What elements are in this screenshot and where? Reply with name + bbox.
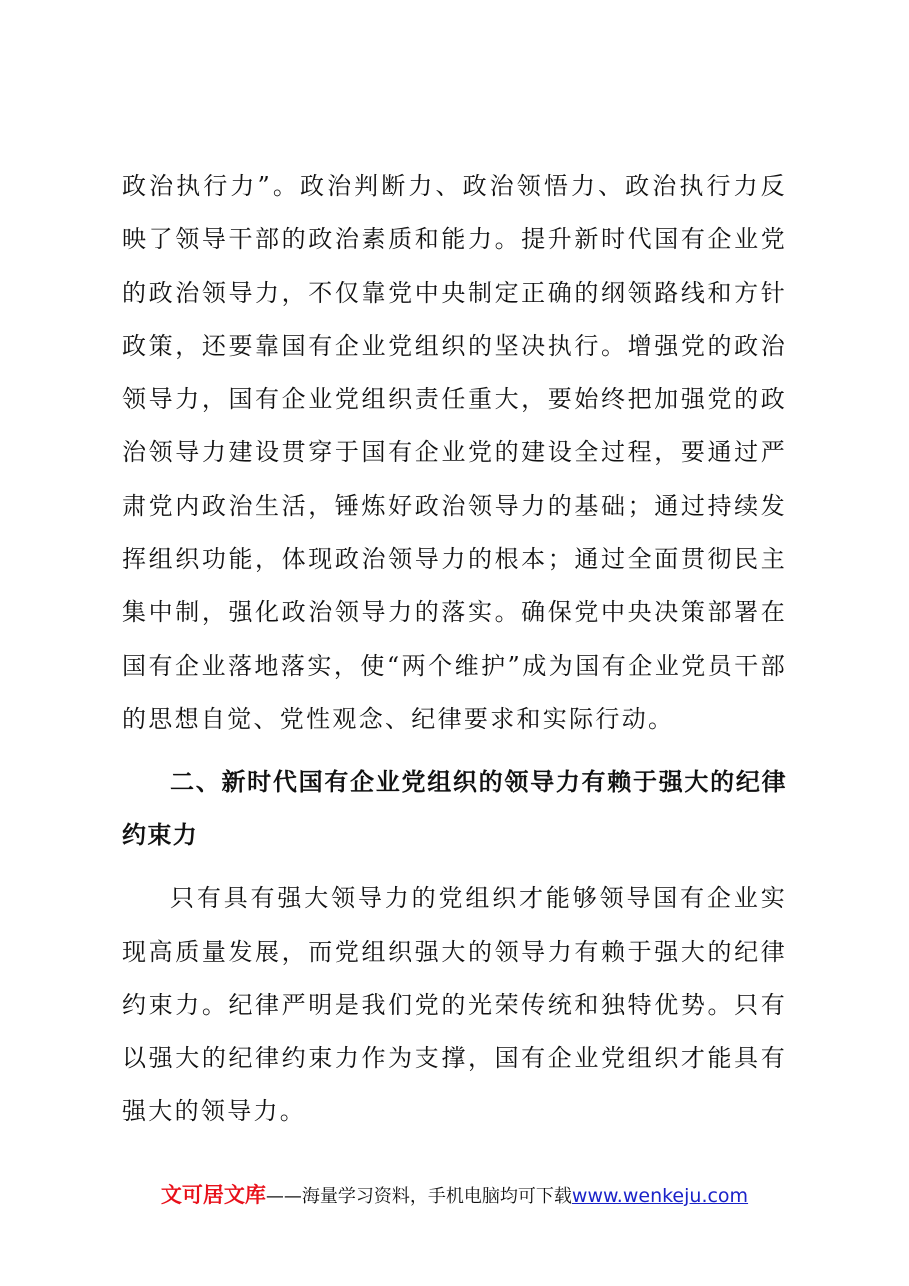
footer-url-link[interactable]: www.wenkeju.com [571,1185,749,1207]
footer-dash: —— [265,1186,302,1207]
footer-tagline: 海量学习资料，手机电脑均可下载 [301,1186,572,1207]
paragraph-1: 政治执行力”。政治判断力、政治领悟力、政治执行力反映了领导干部的政治素质和能力。提升新时代国有企业党的政治领导力，不仅靠党中央制定正确的纲领路线和方针政策，还要靠国有企业党组织的坚决执行。增强党的政治领导力，国有企业党组织责任重大，要始终把加强党的政治领导力建设贯穿于国有企业党的建设全过程，要通过严肃党内政治生活，锤炼好政治领导力的基础；通过持续发挥组织功能，体现政治领导力的根本；通过全面贯彻民主集中制，强化政治领导力的落实。确保党中央决策部署在国有企业落地落实，使“两个维护”成为国有企业党员干部的思想自觉、党性观念、纪律要求和实际行动。 [122,172,787,733]
section-heading: 二、新时代国有企业党组织的领导力有赖于强大的纪律约束力 [122,768,787,850]
document-body [122,160,787,1139]
footer-banner [0,1180,909,1212]
paragraph-2: 只有具有强大领导力的党组织才能够领导国有企业实现高质量发展，而党组织强大的领导力有赖于强大的纪律约束力。纪律严明是我们党的光荣传统和独特优势。只有以强大的纪律约束力作为支撑，国有企业党组织才能具有强大的领导力。 [122,884,787,1126]
footer-brand: 文可居文库 [160,1183,266,1207]
